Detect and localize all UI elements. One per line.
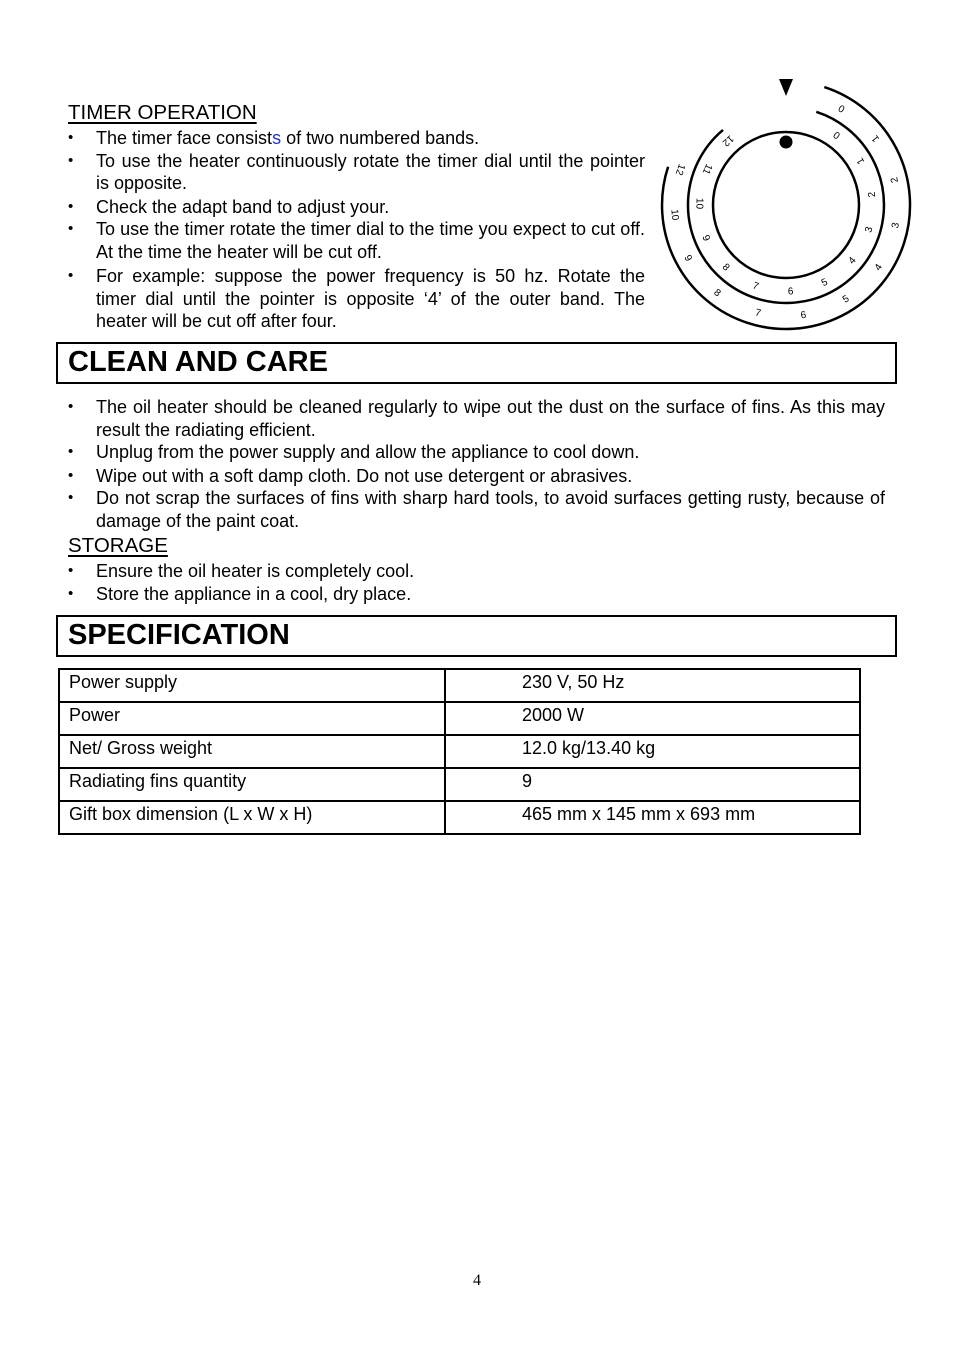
timer-dial-figure bbox=[650, 72, 920, 334]
spec-label: Net/ Gross weight bbox=[59, 735, 445, 768]
clean-list bbox=[68, 396, 885, 532]
dial-number: 5 bbox=[840, 293, 852, 306]
table-row bbox=[59, 669, 860, 702]
list-item: • Do not scrap the surfaces of fins with sharp hard tools, to avoid surfaces getting rusty, because of damage of the paint coat. bbox=[68, 487, 885, 532]
list-item: • Store the appliance in a cool, dry place. bbox=[68, 583, 885, 606]
dial-number: 5 bbox=[819, 276, 830, 290]
list-item: • Unplug from the power supply and allow the appliance to cool down. bbox=[68, 441, 885, 464]
spec-value: 230 V, 50 Hz bbox=[445, 669, 860, 702]
dial-number: 12 bbox=[719, 132, 736, 149]
dial-number: 1 bbox=[869, 132, 883, 144]
dial-number: 2 bbox=[889, 175, 902, 184]
dial-number: 7 bbox=[753, 307, 763, 320]
list-item: • Check the adapt band to adjust your. bbox=[68, 196, 645, 219]
dial-number: 8 bbox=[719, 261, 732, 274]
list-item: • Wipe out with a soft damp cloth. Do not use detergent or abrasives. bbox=[68, 465, 885, 488]
dial-knob bbox=[713, 132, 859, 278]
dial-number: 8 bbox=[711, 287, 723, 300]
spec-value: 465 mm x 145 mm x 693 mm bbox=[445, 801, 860, 834]
table-row bbox=[59, 801, 860, 834]
dial-number: 12 bbox=[672, 162, 687, 177]
spec-label: Radiating fins quantity bbox=[59, 768, 445, 801]
dial-number: 11 bbox=[699, 161, 714, 176]
clean-section-header bbox=[56, 342, 897, 384]
storage-list bbox=[68, 560, 885, 605]
dial-number: 6 bbox=[799, 309, 808, 322]
list-item: • To use the heater continuously rotate the timer dial until the pointer is opposite. bbox=[68, 150, 645, 195]
timer-list bbox=[68, 127, 645, 333]
inner-band-numbers bbox=[693, 128, 879, 300]
pointer-triangle-icon bbox=[779, 79, 793, 96]
dial-number: 7 bbox=[750, 280, 761, 293]
dial-number: 0 bbox=[836, 101, 848, 115]
spec-table bbox=[58, 668, 861, 835]
dial-number: 6 bbox=[787, 286, 794, 298]
storage-heading: STORAGE bbox=[68, 534, 168, 557]
dial-number: 9 bbox=[681, 253, 694, 264]
dial-number: 4 bbox=[846, 255, 859, 267]
dial-number: 10 bbox=[668, 208, 681, 221]
spec-value: 9 bbox=[445, 768, 860, 801]
list-item: • For example: suppose the power frequency is 50 hz. Rotate the timer dial until the pointer is opposite ‘4’ of the outer band. The heater will be cut off after four. bbox=[68, 265, 645, 333]
table-row bbox=[59, 768, 860, 801]
outer-band-numbers bbox=[668, 102, 902, 322]
table-row bbox=[59, 735, 860, 768]
dial-number: 3 bbox=[863, 225, 876, 234]
list-item: • The oil heater should be cleaned regularly to wipe out the dust on the surface of fins. As this may result the radiating efficient. bbox=[68, 396, 885, 441]
dial-number: 9 bbox=[699, 233, 712, 243]
spec-label: Power supply bbox=[59, 669, 445, 702]
dial-number: 3 bbox=[890, 221, 903, 230]
dial-marker-dot bbox=[780, 136, 793, 149]
spec-value: 2000 W bbox=[445, 702, 860, 735]
list-item: • Ensure the oil heater is completely cool. bbox=[68, 560, 885, 583]
spec-section-header bbox=[56, 615, 897, 657]
dial-number: 1 bbox=[854, 155, 868, 166]
list-item: • To use the timer rotate the timer dial to the time you expect to cut off. At the time the heater will be cut off. bbox=[68, 218, 645, 263]
section-title: CLEAN AND CARE bbox=[68, 346, 328, 378]
dial-number: 2 bbox=[866, 190, 879, 198]
table-row bbox=[59, 702, 860, 735]
timer-heading: TIMER OPERATION bbox=[68, 101, 257, 124]
section-title: SPECIFICATION bbox=[68, 619, 290, 651]
dial-number: 0 bbox=[831, 128, 843, 141]
dial-number: 10 bbox=[693, 197, 705, 210]
spec-value: 12.0 kg/13.40 kg bbox=[445, 735, 860, 768]
spec-label: Gift box dimension (L x W x H) bbox=[59, 801, 445, 834]
dial-number: 4 bbox=[872, 262, 886, 273]
spec-label: Power bbox=[59, 702, 445, 735]
list-item: • The timer face consists of two numbered bands. bbox=[68, 127, 645, 150]
page-number: 4 bbox=[473, 1272, 481, 1289]
